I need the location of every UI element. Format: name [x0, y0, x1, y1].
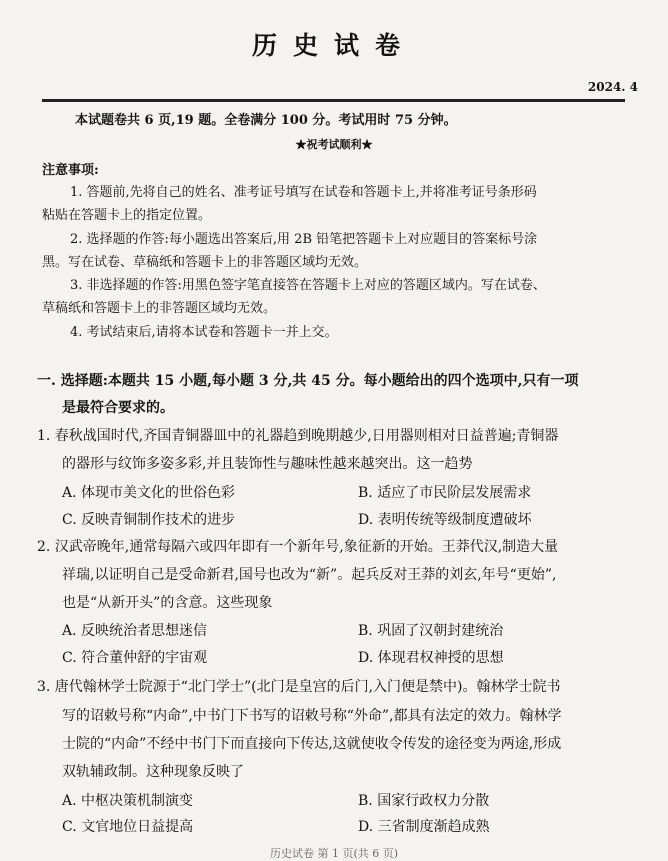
question-3-stem: 3. 唐代翰林学士院源于“北门学士”(北门是皇宫的后门,入门便是禁中)。翰林学士院书 [37, 679, 561, 695]
question-3-option-c: C. 文官地位日益提高 [62, 819, 194, 835]
question-1-option-c: C. 反映青铜制作技术的进步 [62, 512, 236, 528]
question-2-stem: 2. 汉武帝晚年,通常每隔六或四年即有一个新年号,象征新的开始。王莽代汉,制造大量 [37, 539, 559, 555]
exam-date: 2024. 4 [587, 80, 638, 94]
question-2-stem-cont1: 祥瑞,以证明自己是受命新君,国号也改为“新”。起兵反对王莽的刘玄,年号“更始”, [62, 567, 557, 583]
question-1-stem-cont: 的器形与纹饰多姿多彩,并且装饰性与趣味性越来越突出。这一趋势 [62, 456, 473, 472]
notice-heading: 注意事项: [42, 163, 99, 178]
question-1-option-d: D. 表明传统等级制度遭破坏 [358, 512, 532, 528]
notice-item-3b: 草稿纸和答题卡上的非答题区域均无效。 [42, 301, 277, 316]
exam-intro: 本试题卷共 6 页,19 题。全卷满分 100 分。考试用时 75 分钟。 [75, 113, 457, 128]
notice-item-4: 4. 考试结束后,请将本试卷和答题卡一并上交。 [70, 325, 338, 340]
question-2-option-a: A. 反映统治者思想迷信 [62, 623, 208, 639]
section-1-heading-cont: 是最符合要求的。 [62, 400, 174, 416]
question-1-option-b: B. 适应了市民阶层发展需求 [358, 485, 532, 501]
exam-wish: ★祝考试顺利★ [295, 138, 373, 151]
question-3-stem-cont2: 士院的“内命”不经中书门下而直接向下传达,这就使收令传发的途径变为两途,形成 [62, 736, 562, 752]
page-title: 历史试卷 [251, 31, 416, 60]
question-2-option-c: C. 符合董仲舒的宇宙观 [62, 650, 208, 666]
question-3-stem-cont1: 写的诏敕号称“内命”,中书门下书写的诏敕号称“外命”,都具有法定的效力。翰林学 [62, 708, 562, 724]
notice-item-1a: 1. 答题前,先将自己的姓名、准考证号填写在试卷和答题卡上,并将准考证号条形码 [70, 185, 537, 200]
page-footer: 历史试卷 第 1 页(共 6 页) [269, 847, 399, 860]
notice-item-2b: 黑。写在试卷、草稿纸和答题卡上的非答题区域均无效。 [42, 255, 368, 270]
question-2-stem-cont2: 也是“从新开头”的含意。这些现象 [62, 595, 273, 611]
header-divider [42, 99, 625, 102]
question-3-option-b: B. 国家行政权力分散 [358, 793, 490, 809]
notice-item-3a: 3. 非选择题的作答:用黑色签字笔直接答在答题卡上对应的答题区域内。写在试卷、 [70, 278, 546, 293]
question-1-stem: 1. 春秋战国时代,齐国青铜器皿中的礼器趋到晚期越少,日用器则相对日益普遍;青铜器 [37, 428, 559, 444]
question-1-option-a: A. 体现市美文化的世俗色彩 [62, 485, 236, 501]
notice-item-1b: 粘贴在答题卡上的指定位置。 [42, 208, 212, 223]
question-3-option-a: A. 中枢决策机制演变 [62, 793, 194, 809]
question-3-option-d: D. 三省制度渐趋成熟 [358, 819, 490, 835]
notice-item-2a: 2. 选择题的作答:每小题选出答案后,用 2B 铅笔把答题卡上对应题目的答案标号涂 [70, 232, 538, 247]
section-1-heading: 一. 选择题:本题共 15 小题,每小题 3 分,共 45 分。每小题给出的四个选项中,只有一项 [37, 373, 579, 389]
question-2-option-b: B. 巩固了汉朝封建统治 [358, 623, 504, 639]
question-3-stem-cont3: 双轨辅政制。这种现象反映了 [62, 764, 244, 780]
question-2-option-d: D. 体现君权神授的思想 [358, 650, 504, 666]
